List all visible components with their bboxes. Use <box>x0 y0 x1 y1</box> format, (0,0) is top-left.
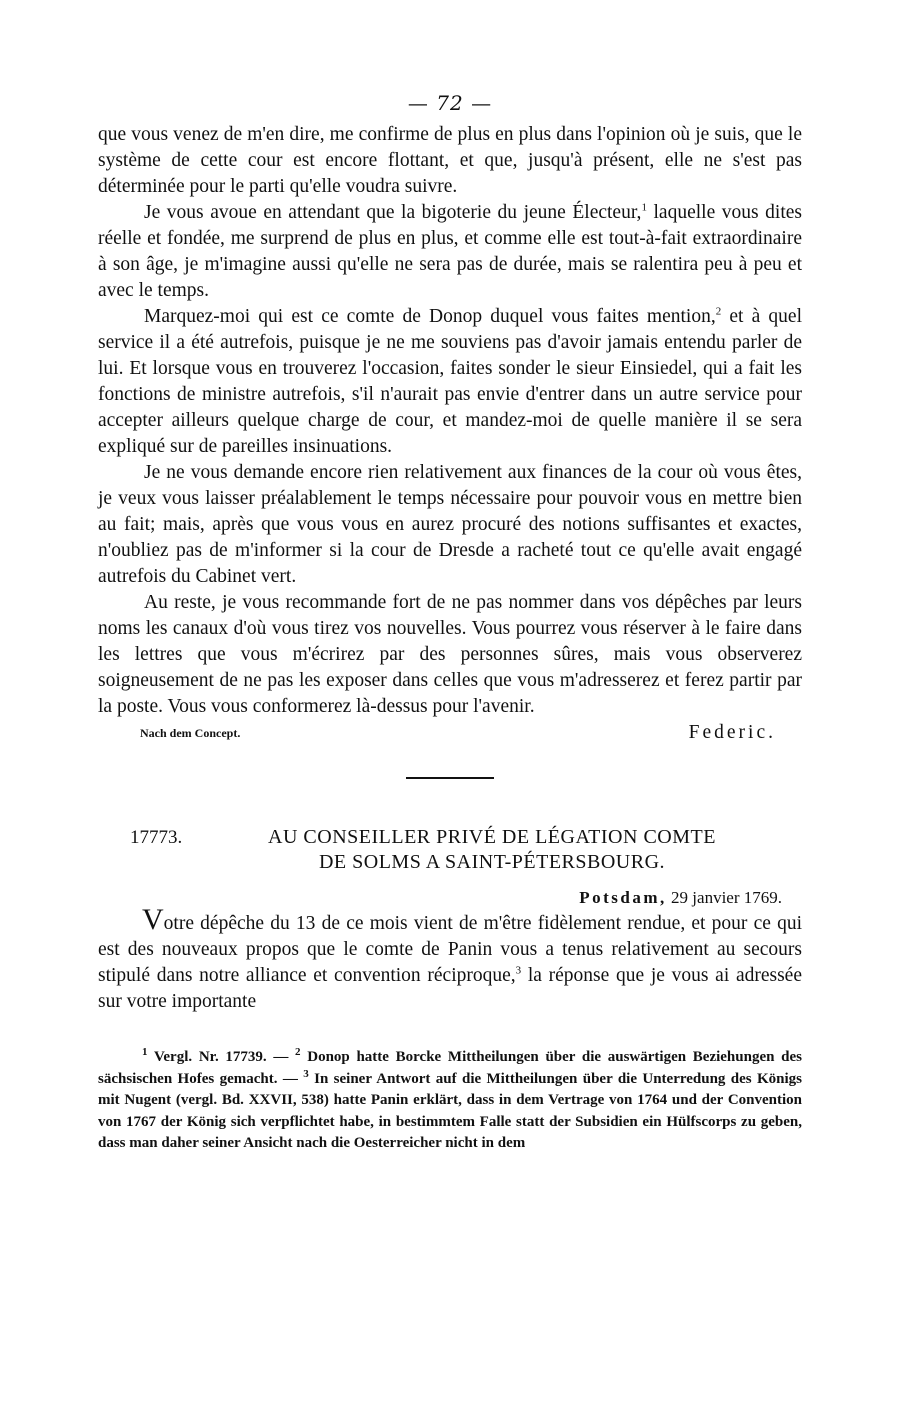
page-header: — 72 — <box>407 91 493 115</box>
document-number: 17773. <box>130 827 183 848</box>
dateline <box>98 885 802 911</box>
paragraph-text: et à quel service il a été autrefois, puisque je ne me souviens pas d'avoir jamais entendu parler de lui. Et lorsque vous en trouverez l'occasion, faites sonder le sieur Einsiedel, qui a fait les fonctions de ministre autrefois, s'il n'aurait pas envie d'entrer dans un autre service pour accepter ailleurs quelque charge de cour, et mandez-moi de quelle manière il se sera expliqué sur de pareilles insinuations. <box>98 306 803 457</box>
date: 29 janvier 1769. <box>671 888 782 907</box>
footnote-marker: 3 <box>515 964 522 977</box>
footnotes <box>98 1047 802 1155</box>
document-page <box>98 86 802 1155</box>
date-place: Potsdam, <box>579 888 667 907</box>
footnote-marker: 1 <box>641 201 647 214</box>
document-title-line: DE SOLMS A SAINT-PÉTERSBOURG. <box>318 851 666 873</box>
footnote-marker: 2 <box>295 1046 301 1058</box>
source-note: Nach dem Concept. <box>140 726 241 740</box>
document-heading <box>98 825 802 875</box>
paragraph-text: laquelle vous dites réelle et fondée, me surprend de plus en plus, et comme elle est tout-à-fait extraordinaire à son âge, je m'imagine aussi qu'elle ne sera pas de durée, mais se ralentira peu à peu et avec le temps. <box>98 202 803 301</box>
footnote-marker: 3 <box>303 1067 309 1080</box>
paragraph-text: la réponse que je vous ai adressée sur votre importante <box>98 965 802 1012</box>
signature: Federic. <box>688 722 776 743</box>
page-number: 72 <box>436 91 464 115</box>
paragraph-text: Je vous avoue en attendant que la bigoterie du jeune Électeur, <box>144 202 642 223</box>
paragraph-text: otre dépêche du 13 de ce mois vient de m'être fidèlement rendue, et pour ce qui est des nouveaux propos que le comte de Panin vous a tenus relativement au secours stipulé dans notre alliance et convention réciproque, <box>98 913 802 986</box>
document-title-line: AU CONSEILLER PRIVÉ DE LÉGATION COMTE <box>268 826 716 848</box>
paragraph-continuation: que vous venez de m'en dire, me confirme de plus en plus dans l'opinion où je suis, que le système de cette cour est encore flottant, et que, jusqu'à présent, elle ne s'est pas déterminée pour le parti qu'elle voudra suivre. <box>98 124 802 197</box>
paragraph-elector <box>98 200 802 304</box>
initial-letter: V <box>142 903 164 936</box>
footnote-marker: 2 <box>715 305 722 318</box>
footnote-2: Donop hatte Borcke Mittheilungen über die auswärtigen Beziehungen des sächsischen Hofes gemacht. — <box>98 1049 802 1087</box>
letter-opening-paragraph <box>98 903 802 1015</box>
signature-row <box>98 722 802 748</box>
paragraph-finances: Je ne vous demande encore rien relativement aux finances de la cour où vous êtes, je veux vous laisser préalablement le temps nécessaire pour pouvoir vous en mettre bien au fait; mais, après que vous vous en aurez procuré des notions suffisantes et exactes, n'oubliez pas de m'informer si la cour de Dresde a racheté tout ce qu'elle avait engagé autrefois du Cabinet vert. <box>98 462 802 587</box>
paragraph-donop <box>98 304 802 460</box>
footnote-marker: 1 <box>142 1046 148 1058</box>
paragraph-channels: Au reste, je vous recommande fort de ne pas nommer dans vos dépêches par leurs noms les canaux d'où vous tirez vos nouvelles. Vous pourrez vous réserver à le faire dans les lettres que vous m'écrirez par des personnes sûres, mais vous observerez soigneusement de ne pas les exposer dans celles que vous m'adresserez et ferez partir par la poste. Vous vous conformerez là-dessus pour l'avenir. <box>98 592 802 717</box>
paragraph-text: Marquez-moi qui est ce comte de Donop duquel vous faites mention, <box>144 306 716 327</box>
document-title <box>218 825 766 875</box>
footnote-3: In seiner Antwort auf die Mittheilungen über die Unterredung des Königs mit Nugent (vergl. Bd. XXVII, 538) hatte Panin erklärt, dass in dem Vertrage von 1764 und der Convention von 1767 der König sich verpflichtet habe, in bestimmtem Falle statt der Subsidien ein Hülfscorps zu geben, dass man daher seiner Ansicht nach die Oesterreicher nicht in dem <box>98 1070 803 1151</box>
footnote-1: Vergl. Nr. 17739. — <box>153 1049 289 1065</box>
section-divider <box>406 777 494 779</box>
